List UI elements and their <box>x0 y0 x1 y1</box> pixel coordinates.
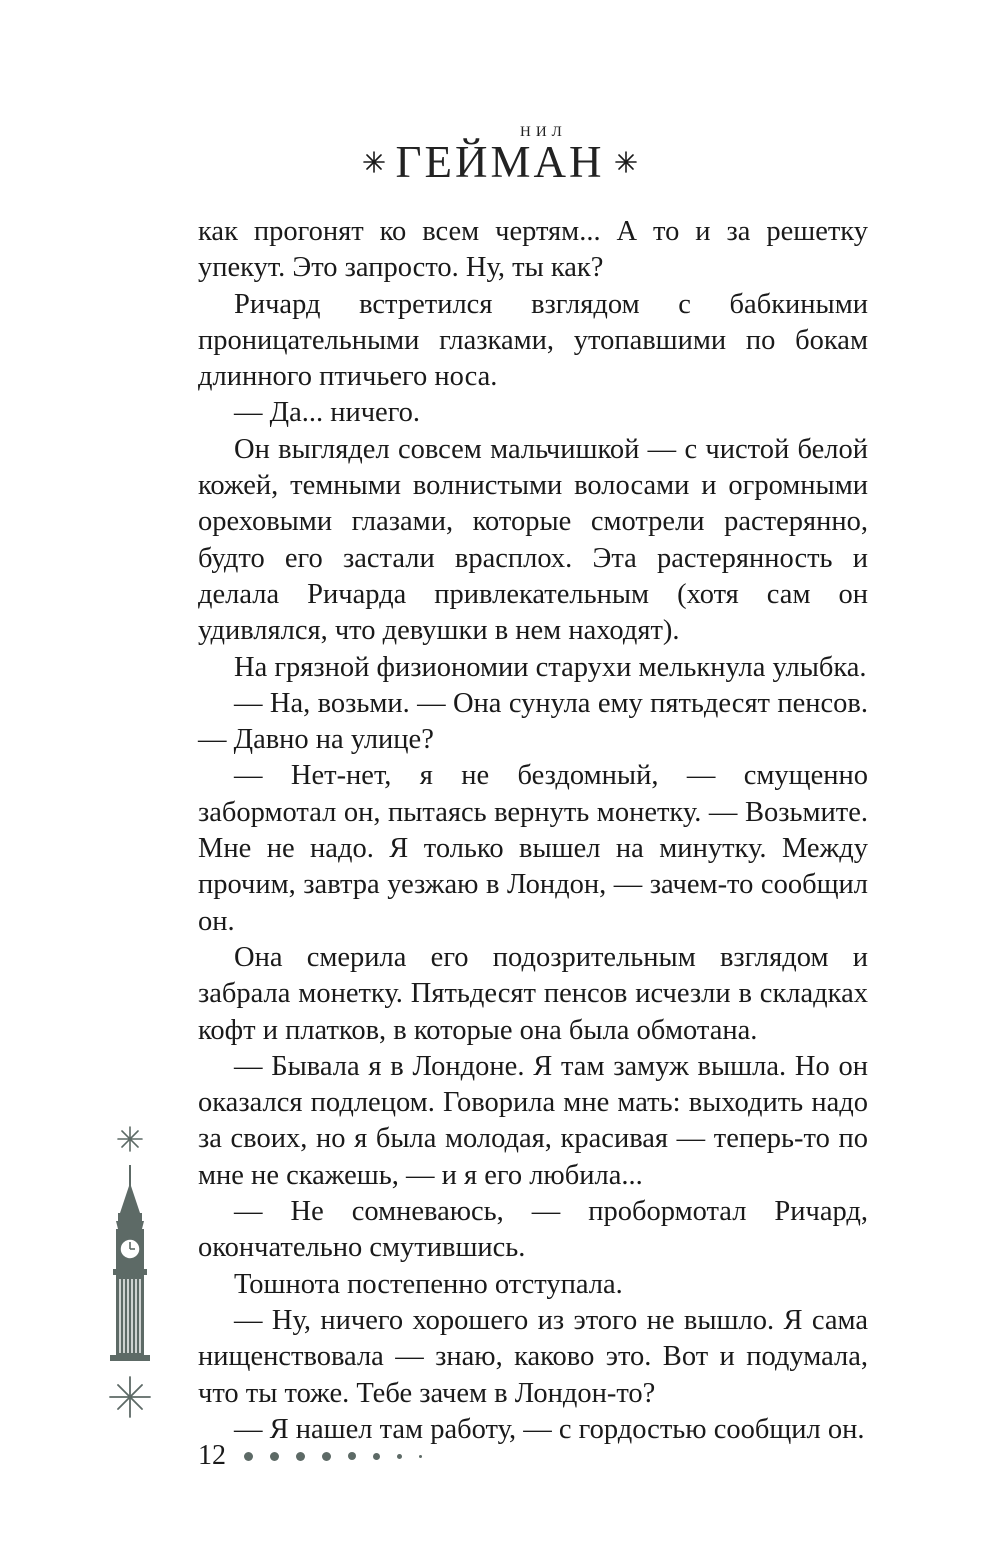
dot-icon <box>373 1453 380 1460</box>
body-text <box>198 214 868 1448</box>
author-first-name: НИЛ <box>520 124 567 140</box>
paragraph: — Да... ничего. <box>234 397 421 429</box>
paragraph: Ричард встретился взглядом с бабкиными проницательными глазками, утопавшими по бокам длинного птичьего носа. <box>198 288 868 393</box>
dot-icon <box>419 1455 422 1458</box>
paragraph: — Нет-нет, я не бездомный, — смущенно забормотал он, пытаясь вернуть монетку. — Возьмите. Мне не надо. Я только вышел на минутку. Между прочим, завтра уезжаю в Лондон, — зачем-то сообщил он. <box>198 760 868 937</box>
paragraph: — На, возьми. — Она сунула ему пятьдесят пенсов. — Давно на улице? <box>198 687 868 756</box>
dot-icon <box>244 1452 253 1461</box>
dot-icon <box>348 1452 356 1460</box>
clock-tower-icon <box>104 1125 156 1420</box>
paragraph: На грязной физиономии старухи мелькнула улыбка. <box>234 651 867 683</box>
author-last-name-line <box>0 136 1000 188</box>
decorative-dots <box>244 1447 439 1465</box>
paragraph: — Я нашел там работу, — с гордостью сообщил он. <box>234 1413 865 1445</box>
paragraph: Он выглядел совсем мальчишкой — с чистой белой кожей, темными волнистыми волосами и огромными ореховыми глазами, которые смотрели растерянно, будто его застали врасплох. Эта растерянность и делала Ричарда привлекательным (хотя сам он удивлялся, что девушки в нем находят). <box>198 433 868 647</box>
dot-icon <box>397 1454 402 1459</box>
dot-icon <box>270 1452 279 1461</box>
paragraph: — Не сомневаюсь, — пробормотал Ричард, окончательно смутившись. <box>198 1196 868 1264</box>
paragraph: Она смерила его подозрительным взглядом и забрала монетку. Пятьдесят пенсов исчезли в складках кофт и платков, в которые она была обмотана. <box>198 941 868 1046</box>
paragraph: — Ну, ничего хорошего из этого не вышло. Я сама нищенствовала — знаю, каково это. Вот и подумала, что ты тоже. Тебе зачем в Лондон-то? <box>198 1304 868 1409</box>
paragraph: как прогонят ко всем чертям... А то и за решетку упекут. Это запросто. Ну, ты как? <box>198 216 868 284</box>
dot-icon <box>322 1452 331 1461</box>
star-icon <box>615 151 637 173</box>
author-last-name: ГЕЙМАН <box>395 137 605 187</box>
paragraph: — Бывала я в Лондоне. Я там замуж вышла. Но он оказался подлецом. Говорила мне мать: выходить надо за своих, но я была молодая, красивая — теперь-то по мне не скажешь, — и я его любила... <box>198 1050 868 1191</box>
page-footer <box>198 1436 439 1476</box>
running-header <box>0 118 1000 188</box>
paragraph: Тошнота постепенно отступала. <box>234 1268 623 1300</box>
page-number: 12 <box>198 1440 226 1471</box>
star-icon <box>363 151 385 173</box>
dot-icon <box>296 1452 305 1461</box>
